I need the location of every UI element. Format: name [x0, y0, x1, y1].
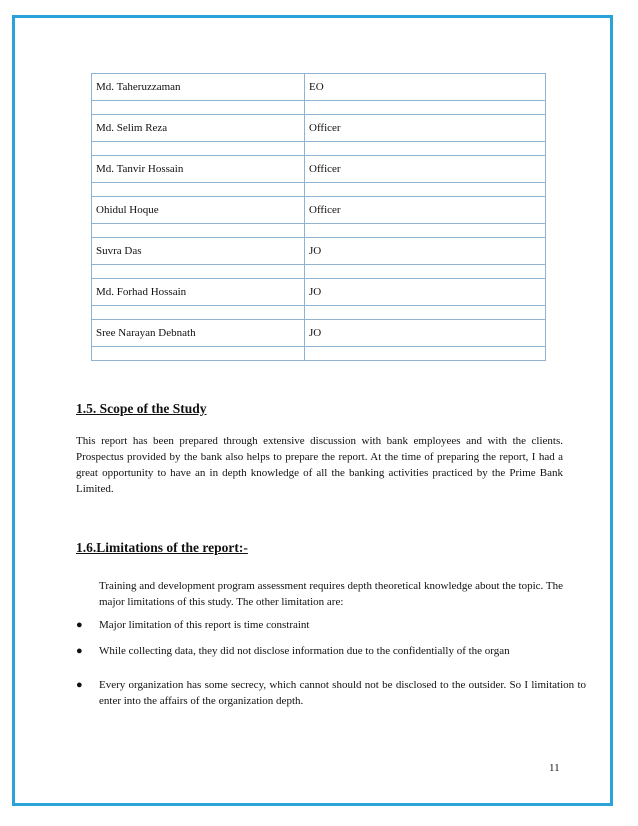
- table-row: [92, 320, 546, 347]
- bullet-text: Every organization has some secrecy, which cannot should not be disclosed to the outsider. So I limitation to enter into the affairs of the organization depth.: [99, 679, 586, 707]
- staff-designation: Officer: [305, 156, 546, 183]
- staff-name: Ohidul Hoque: [92, 197, 305, 224]
- staff-designation: Officer: [305, 197, 546, 224]
- staff-designation: JO: [305, 238, 546, 265]
- staff-name: Md. Forhad Hossain: [92, 279, 305, 306]
- staff-designation: Officer: [305, 115, 546, 142]
- staff-name: Md. Tanvir Hossain: [92, 156, 305, 183]
- staff-name: Md. Selim Reza: [92, 115, 305, 142]
- scope-paragraph: This report has been prepared through extensive discussion with bank employees and with the clients. Prospectus provided by the bank also helps to prepare the report. At the time of preparing the report, I had a great opportunity to have an in depth knowledge of all the banking activities practiced by the Prime Bank Limited.: [76, 435, 563, 495]
- staff-name: Sree Narayan Debnath: [92, 320, 305, 347]
- table-spacer-row: [92, 306, 546, 320]
- bullet-icon: ●: [76, 645, 83, 657]
- bullet-text: While collecting data, they did not disclose information due to the confidentially of the organ: [99, 645, 510, 657]
- page-number: 11: [549, 762, 560, 774]
- limitations-heading: 1.6.Limitations of the report:-: [76, 540, 248, 555]
- bullet-icon: ●: [76, 679, 83, 691]
- list-item: [76, 677, 586, 709]
- staff-designation: EO: [305, 74, 546, 101]
- bullet-text: Major limitation of this report is time constraint: [99, 619, 310, 631]
- table-spacer-row: [92, 101, 546, 115]
- bullet-icon: ●: [76, 619, 83, 631]
- table-spacer-row: [92, 224, 546, 238]
- table-row: [92, 197, 546, 224]
- table-spacer-row: [92, 142, 546, 156]
- table-spacer-row: [92, 183, 546, 197]
- staff-designation: JO: [305, 320, 546, 347]
- table-spacer-row: [92, 347, 546, 361]
- table-row: [92, 238, 546, 265]
- staff-name: Md. Taheruzzaman: [92, 74, 305, 101]
- staff-table: [91, 73, 546, 361]
- table-row: [92, 115, 546, 142]
- table-spacer-row: [92, 265, 546, 279]
- table-row: [92, 74, 546, 101]
- limitations-intro: Training and development program assessment requires depth theoretical knowledge about the topic. The major limitations of this study. The other limitation are:: [99, 580, 563, 608]
- table-row: [92, 279, 546, 306]
- list-item: [76, 617, 586, 633]
- scope-heading: 1.5. Scope of the Study: [76, 401, 207, 416]
- table-row: [92, 156, 546, 183]
- staff-designation: JO: [305, 279, 546, 306]
- list-item: [76, 643, 586, 659]
- staff-name: Suvra Das: [92, 238, 305, 265]
